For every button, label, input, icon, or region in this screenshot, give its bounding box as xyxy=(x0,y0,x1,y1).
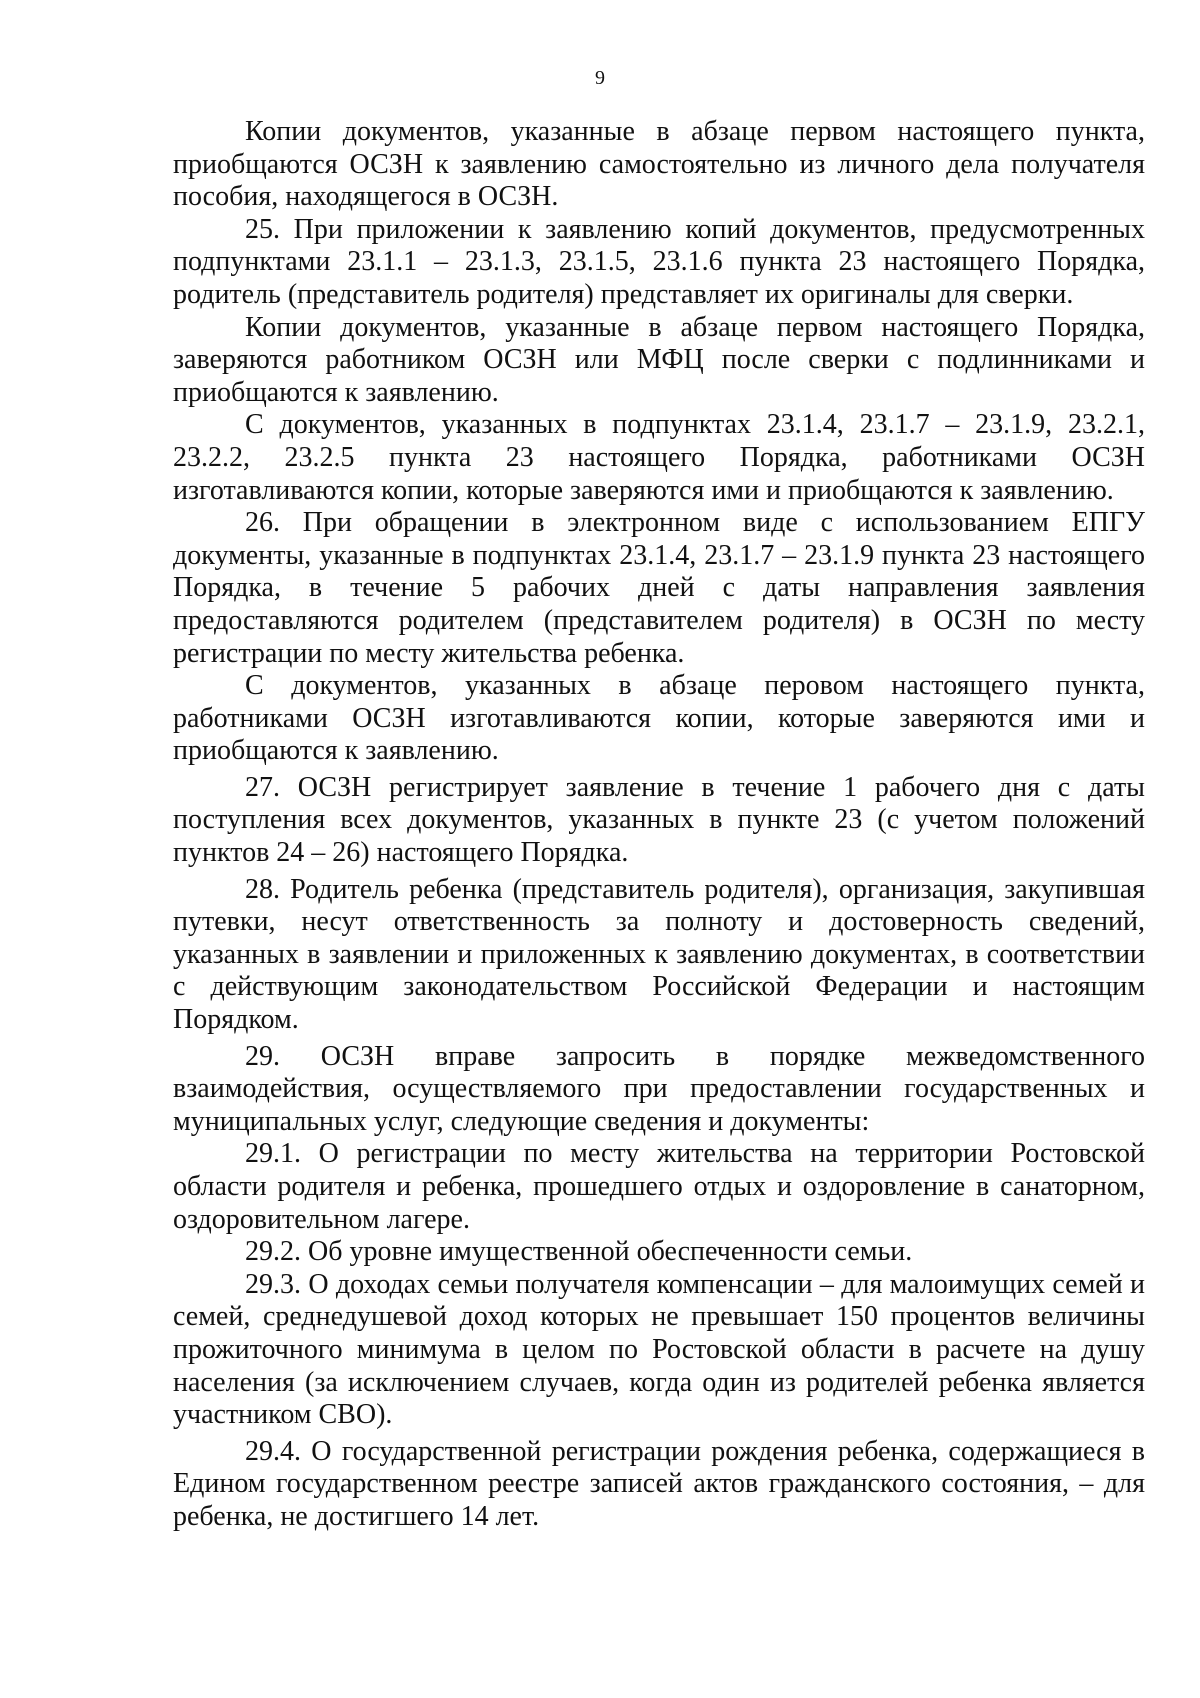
paragraph-item-29: 29. ОСЗН вправе запросить в порядке межведомственного взаимодействия, осуществляемого при предоставлении государственных и муниципальных услуг, следующие сведения и документы: xyxy=(173,1040,1145,1137)
paragraph-certified-copies: Копии документов, указанные в абзаце первом настоящего Порядка, заверяются работником ОСЗН или МФЦ после сверки с подлинниками и приобщаются к заявлению. xyxy=(173,311,1145,408)
paragraph-item-26: 26. При обращении в электронном виде с использованием ЕПГУ документы, указанные в подпунктах 23.1.4, 23.1.7 – 23.1.9 пункта 23 настоящего Порядка, в течение 5 рабочих дней с даты направления заявления предоставляются родителем (представителем родителя) в ОСЗН по месту регистрации по месту жительства ребенка. xyxy=(173,507,1145,669)
paragraph-document-copies: С документов, указанных в подпунктах 23.1.4, 23.1.7 – 23.1.9, 23.2.1, 23.2.2, 23.2.5 пункта 23 настоящего Порядка, работниками ОСЗН изготавливаются копии, которые заверяются ими и приобщаются к заявлению. xyxy=(173,409,1145,506)
paragraph-copies-from-personal-file: Копии документов, указанные в абзаце первом настоящего пункта, приобщаются ОСЗН к заявлению самостоятельно из личного дела получателя пособия, находящегося в ОСЗН. xyxy=(173,116,1145,213)
paragraph-item-28: 28. Родитель ребенка (представитель родителя), организация, закупившая путевки, несут ответственность за полноту и достоверность сведений, указанных в заявлении и приложенных к заявлению документах, в соответствии с действующим законодательством Российской Федерации и настоящим Порядком. xyxy=(173,873,1145,1036)
paragraph-item-27: 27. ОСЗН регистрирует заявление в течение 1 рабочего дня с даты поступления всех документов, указанных в пункте 23 (с учетом положений пунктов 24 – 26) настоящего Порядка. xyxy=(173,771,1145,869)
paragraph-electronic-copies: С документов, указанных в абзаце перовом настоящего пункта, работниками ОСЗН изготавливаются копии, которые заверяются ими и приобщаются к заявлению. xyxy=(173,670,1145,767)
paragraph-item-29-1: 29.1. О регистрации по месту жительства на территории Ростовской области родителя и ребенка, прошедшего отдых и оздоровление в санаторном, оздоровительном лагере. xyxy=(173,1138,1145,1235)
paragraph-item-29-3: 29.3. О доходах семьи получателя компенсации – для малоимущих семей и семей, среднедушевой доход которых не превышает 150 процентов величины прожиточного минимума в целом по Ростовской области в расчете на душу населения (за исключением случаев, когда один из родителей ребенка является участником СВО). xyxy=(173,1268,1145,1431)
paragraph-item-29-2: 29.2. Об уровне имущественной обеспеченности семьи. xyxy=(245,1236,913,1268)
page-number: 9 xyxy=(595,67,605,89)
document-body xyxy=(173,116,1145,1534)
paragraph-item-29-4: 29.4. О государственной регистрации рождения ребенка, содержащиеся в Едином государственном реестре записей актов гражданского состояния, – для ребенка, не достигшего 14 лет. xyxy=(173,1435,1145,1532)
paragraph-item-25: 25. При приложении к заявлению копий документов, предусмотренных подпунктами 23.1.1 – 23.1.3, 23.1.5, 23.1.6 пункта 23 настоящего Порядка, родитель (представитель родителя) представляет их оригиналы для сверки. xyxy=(173,213,1145,310)
